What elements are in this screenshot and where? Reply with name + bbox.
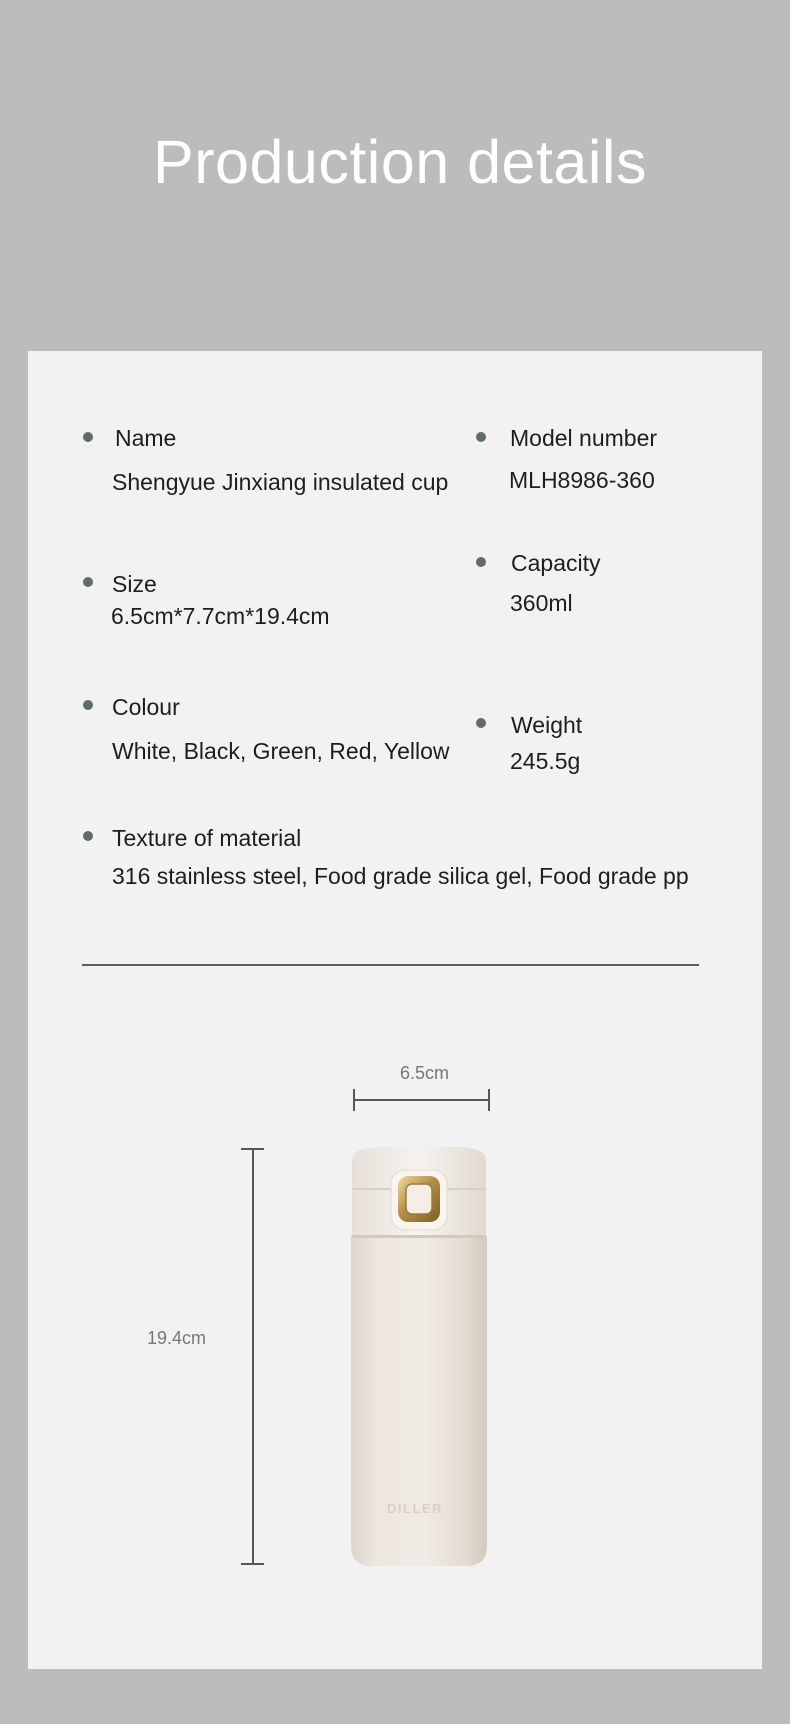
bullet-dot (476, 557, 486, 567)
lid-seam-lower (352, 1235, 486, 1238)
bullet-dot (83, 432, 93, 442)
spec-capacity-label: Capacity (511, 550, 601, 576)
details-panel (28, 351, 762, 1669)
width-dimension-line (354, 1099, 489, 1101)
height-dimension-cap-top (241, 1148, 264, 1150)
section-divider (82, 964, 699, 966)
height-dimension-line (252, 1148, 254, 1564)
height-dimension-cap-bottom (241, 1563, 264, 1565)
height-dimension-label: 19.4cm (147, 1328, 207, 1348)
spec-name-value: Shengyue Jinxiang insulated cup (112, 469, 449, 495)
bullet-dot (476, 718, 486, 728)
spec-colour-label: Colour (112, 694, 180, 720)
width-dimension-cap-right (488, 1089, 490, 1111)
spec-material-label: Texture of material (112, 825, 302, 851)
spec-name-label: Name (115, 425, 177, 451)
spec-material-value: 316 stainless steel, Food grade silica gel, Food grade pp (112, 863, 689, 889)
spec-size-label: Size (112, 571, 157, 597)
width-dimension-cap-left (353, 1089, 355, 1111)
width-dimension-label: 6.5cm (400, 1063, 450, 1083)
spec-weight-label: Weight (511, 712, 583, 738)
page-title: Production details (153, 128, 647, 196)
bullet-dot (83, 831, 93, 841)
spec-model-label: Model number (510, 425, 658, 451)
bullet-dot (83, 700, 93, 710)
brand-mark: DILLER (387, 1501, 443, 1516)
bullet-dot (476, 432, 486, 442)
bullet-dot (83, 577, 93, 587)
spec-model-value: MLH8986-360 (509, 467, 655, 493)
spec-size-value: 6.5cm*7.7cm*19.4cm (111, 603, 330, 629)
spec-colour-value: White, Black, Green, Red, Yellow (112, 738, 450, 764)
spec-capacity-value: 360ml (510, 590, 573, 616)
spec-weight-value: 245.5g (510, 748, 581, 774)
gold-button-inner (406, 1184, 432, 1214)
